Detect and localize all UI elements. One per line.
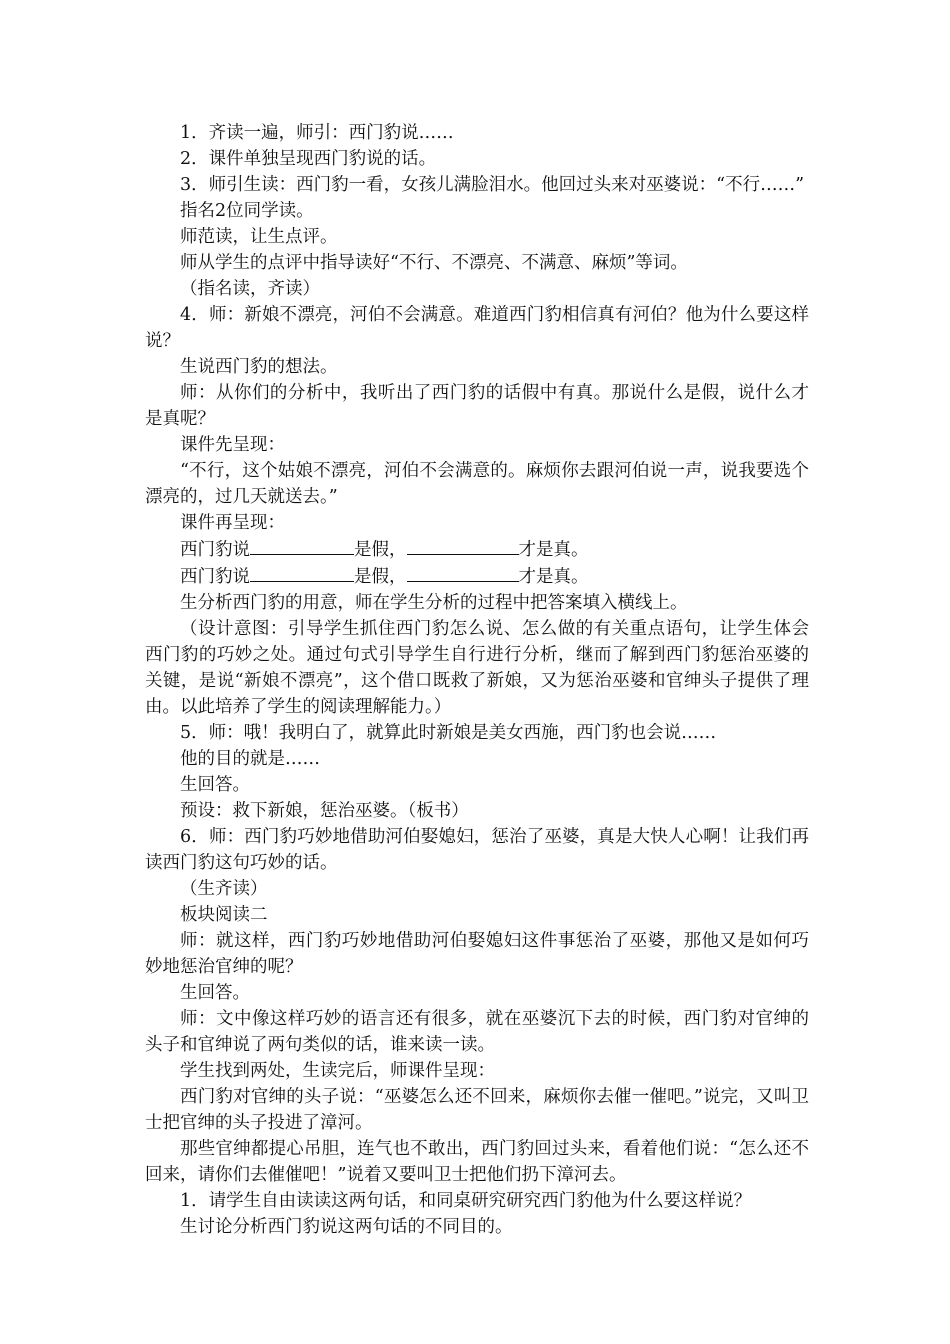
fill-line-prefix: 西门豹说 [180, 540, 250, 560]
fill-line-prefix: 西门豹说 [180, 567, 250, 587]
paragraph: 2．课件单独呈现西门豹说的话。 [180, 149, 437, 169]
paragraph: 师：从你们的分析中，我听出了西门豹的话假中有真。那说什么是假，说什么才是真呢？ [145, 383, 809, 429]
paragraph: 指名2位同学读。 [180, 201, 314, 221]
paragraph: 生讨论分析西门豹说这两句话的不同目的。 [180, 1217, 513, 1237]
fill-line-middle: 是假， [354, 567, 407, 587]
paragraph: 生说西门豹的想法。 [180, 357, 338, 377]
paragraph: （生齐读） [180, 879, 268, 899]
paragraph: 师从学生的点评中指导读好“不行、不漂亮、不满意、麻烦”等词。 [180, 253, 688, 273]
paragraph: 5．师：哦！我明白了，就算此时新娘是美女西施，西门豹也会说…… [180, 723, 717, 743]
paragraph: 生分析西门豹的用意，师在学生分析的过程中把答案填入横线上。 [180, 593, 688, 613]
paragraph: 生回答。 [180, 775, 250, 795]
paragraph: 1．请学生自由读读这两句话，和同桌研究研究西门豹他为什么要这样说？ [180, 1191, 752, 1211]
fill-in-line [145, 563, 809, 590]
design-intent-note: （设计意图：引导学生抓住西门豹怎么说、怎么做的有关重点语句，让学生体会西门豹的巧妙之处。通过句式引导学生自行进行分析，继而了解到西门豹惩治巫婆的关键，是说“新娘不漂亮”，这个借口既救了新娘，又为惩治巫婆和官绅头子提供了理由。以此培养了学生的阅读理解能力。） [145, 619, 809, 717]
paragraph: 6．师：西门豹巧妙地借助河伯娶媳妇，惩治了巫婆，真是大快人心啊！让我们再读西门豹这句巧妙的话。 [145, 827, 809, 873]
paragraph: 预设：救下新娘，惩治巫婆。（板书） [180, 801, 469, 821]
fill-line-suffix: 才是真。 [518, 567, 589, 587]
quoted-passage: 西门豹对官绅的头子说：“巫婆怎么还不回来，麻烦你去催一催吧。”说完，又叫卫士把官绅的头子投进了漳河。 [145, 1087, 809, 1133]
section-heading: 板块阅读二 [180, 905, 268, 925]
paragraph: 师：文中像这样巧妙的语言还有很多，就在巫婆沉下去的时候，西门豹对官绅的头子和官绅说了两句类似的话，谁来读一读。 [145, 1009, 809, 1055]
paragraph: 师范读，让生点评。 [180, 227, 338, 247]
quoted-passage: “不行，这个姑娘不漂亮，河伯不会满意的。麻烦你去跟河伯说一声，说我要选个漂亮的，过几天就送去。” [145, 461, 809, 507]
fill-line-suffix: 才是真。 [518, 540, 589, 560]
paragraph: （指名读，齐读） [180, 279, 320, 299]
answer-blank [250, 563, 354, 582]
paragraph: 课件先呈现： [180, 435, 285, 455]
fill-line-middle: 是假， [354, 540, 407, 560]
paragraph: 学生找到两处，生读完后，师课件呈现： [180, 1061, 495, 1081]
paragraph: 他的目的就是…… [180, 749, 320, 769]
quoted-passage: 那些官绅都提心吊胆，连气也不敢出，西门豹回过头来，看着他们说：“怎么还不回来，请你们去催催吧！”说着又要叫卫士把他们扔下漳河去。 [145, 1139, 809, 1185]
answer-blank [407, 563, 519, 582]
answer-blank [407, 536, 519, 555]
document-body [145, 120, 809, 1240]
paragraph: 课件再呈现： [180, 513, 285, 533]
paragraph: 师：就这样，西门豹巧妙地借助河伯娶媳妇这件事惩治了巫婆，那他又是如何巧妙地惩治官绅的呢？ [145, 931, 809, 977]
fill-in-line [145, 536, 809, 563]
paragraph: 4．师：新娘不漂亮，河伯不会满意。难道西门豹相信真有河伯？他为什么要这样说？ [145, 305, 809, 351]
paragraph: 生回答。 [180, 983, 250, 1003]
paragraph: 1．齐读一遍，师引：西门豹说…… [180, 123, 454, 143]
answer-blank [250, 536, 354, 555]
paragraph: 3．师引生读：西门豹一看，女孩儿满脸泪水。他回过头来对巫婆说：“不行……” [180, 175, 805, 195]
